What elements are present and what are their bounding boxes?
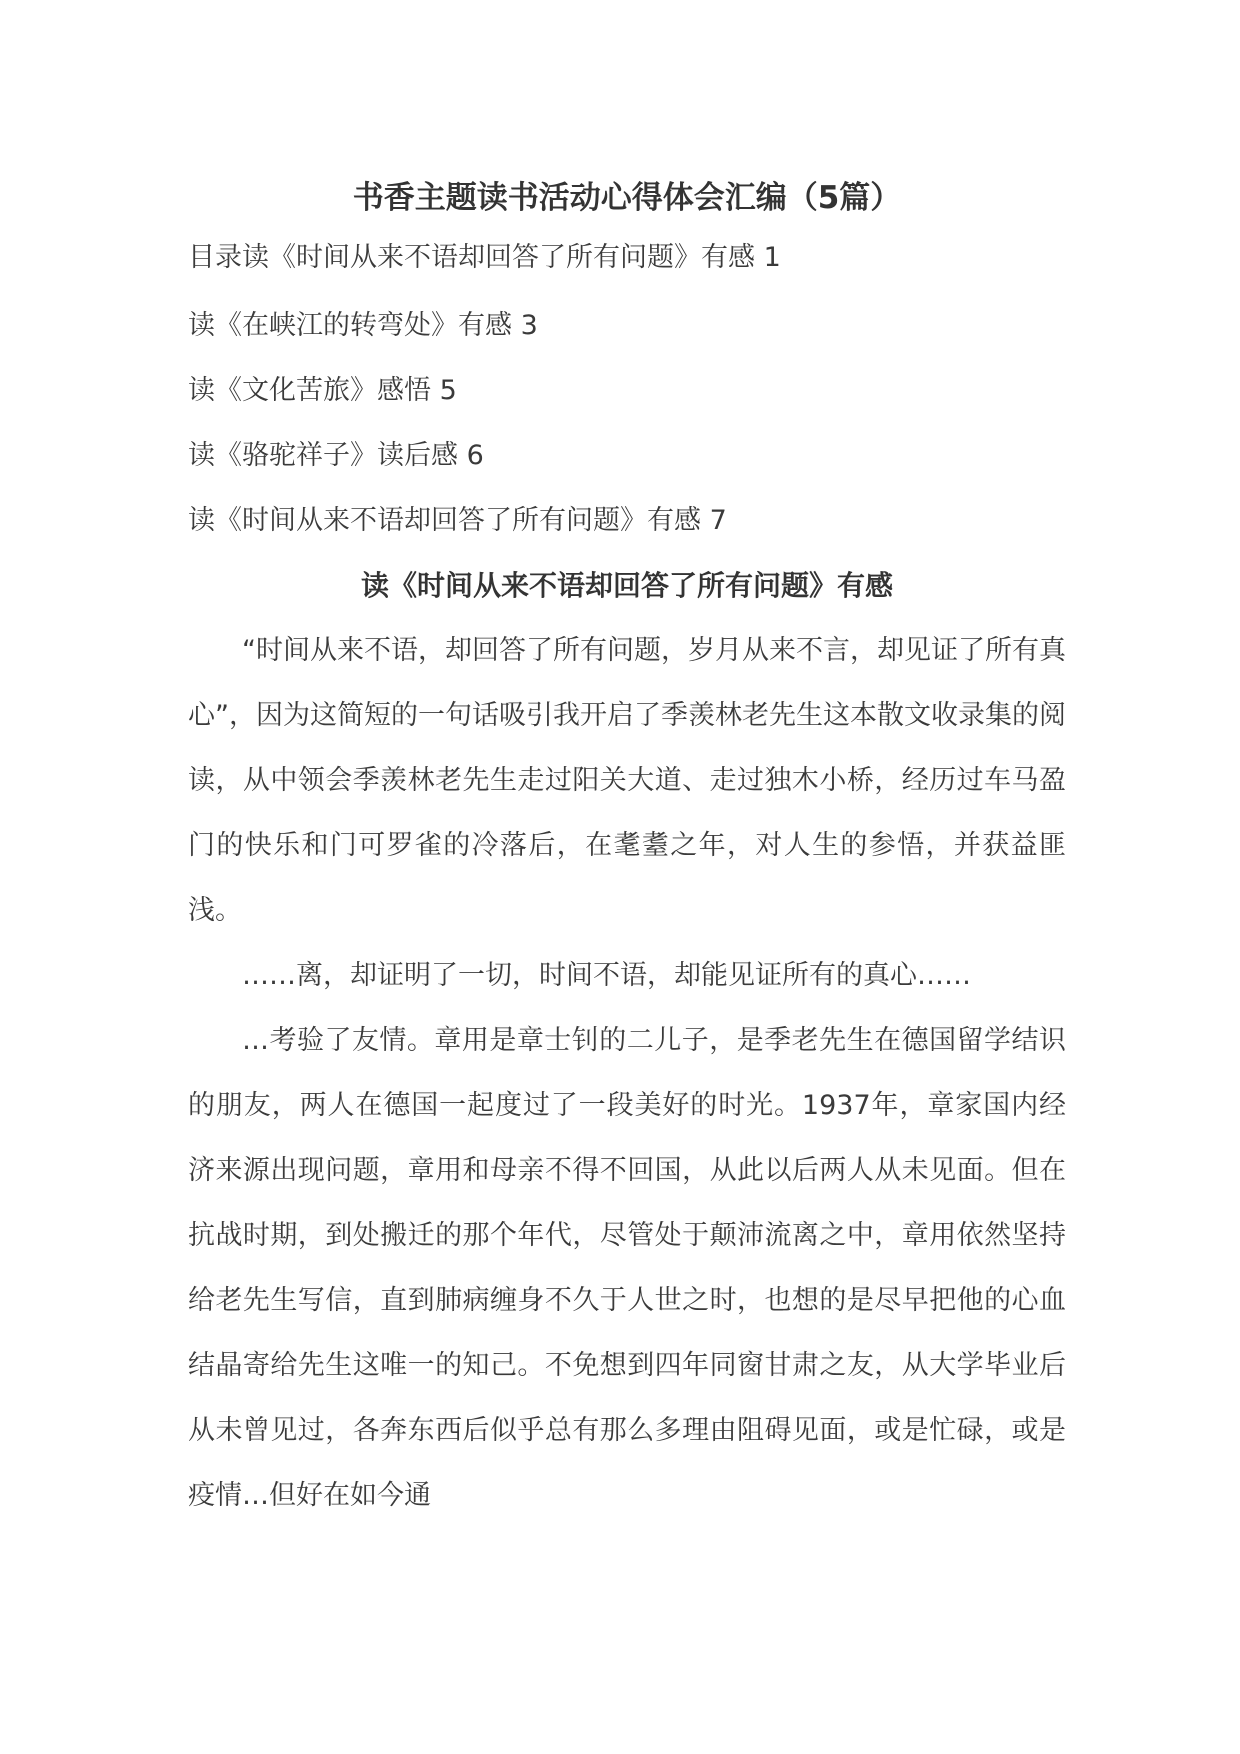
body-paragraph: “时间从来不语，却回答了所有问题，岁月从来不言，却见证了所有真心”，因为这简短的一句话吸引我开启了季羡林老先生这本散文收录集的阅读，从中领会季羡林老先生走过阳关大道、走过独木小桥，经历过车马盈门的快乐和门可罗雀的冷落后，在耄耋之年，对人生的参悟，并获益匪浅。 (188, 635, 1066, 926)
table-of-contents (188, 228, 1066, 553)
toc-item: 读《在峡江的转弯处》有感 3 (188, 310, 538, 341)
toc-item: 目录读《时间从来不语却回答了所有问题》有感 1 (188, 242, 781, 273)
body-paragraph: ……离，却证明了一切，时间不语，却能见证所有的真心…… (242, 960, 971, 991)
toc-item: 读《骆驼祥子》读后感 6 (188, 440, 484, 471)
section-title: 读《时间从来不语却回答了所有问题》有感 (360, 569, 893, 602)
body-paragraph: …考验了友情。章用是章士钊的二儿子，是季老先生在德国留学结识的朋友，两人在德国一起度过了一段美好的时光。1937年，章家国内经济来源出现问题，章用和母亲不得不回国，从此以后两人从未见面。但在抗战时期，到处搬迁的那个年代，尽管处于颠沛流离之中，章用依然坚持给老先生写信，直到肺病缠身不久于人世之时，也想的是尽早把他的心血结晶寄给先生这唯一的知己。不免想到四年同窗甘肃之友，从大学毕业后从未曾见过，各奔东西后似乎总有那么多理由阻碍见面，或是忙碌，或是疫情…但好在如今通 (188, 1025, 1066, 1511)
toc-item: 读《时间从来不语却回答了所有问题》有感 7 (188, 505, 727, 536)
document-page (188, 168, 1066, 1528)
document-title: 书香主题读书活动心得体会汇编（5篇） (352, 180, 902, 216)
toc-item: 读《文化苦旅》感悟 5 (188, 375, 457, 406)
